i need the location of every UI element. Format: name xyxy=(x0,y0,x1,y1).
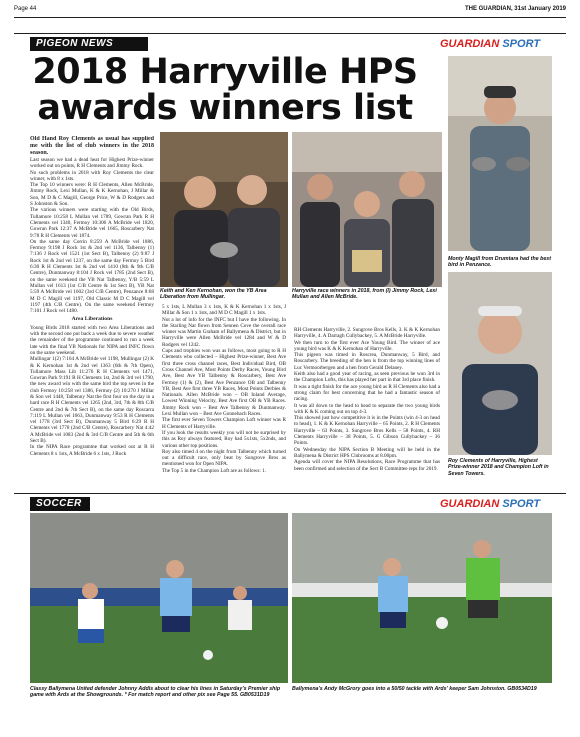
paragraph: Keith also had a good year of racing, as seen previous he won 3rd in the Champion Lofts, this has played her part in that 3rd place finish. xyxy=(294,371,440,384)
paragraph: In the NIPA Race programme that worked out at R H Clements 8 x 1sts, A McBride 6 x 1sts, J Rock xyxy=(30,444,154,457)
photo-roy-clements xyxy=(448,272,552,455)
photo-soccer-mcgrory xyxy=(292,513,552,683)
paragraph: On Wednesday the NIPA Section B Meeting will be held in the Ballymena & District HPS Clubrooms at 8.00pm. xyxy=(294,446,440,459)
paragraph: This showed just how competitive it is in the Points (win 4-3 on head to head), 1. K & K Kernohan Harryville – 65 Points, 2. R H Clements Harryville – 63 Points, 3. Sungrove Bros Kells – 58 Points, 4. RH Clements Harryville – 38 Points, 5. G Gibson Cullybackey – 36 Points. xyxy=(294,415,440,447)
article-column-2 xyxy=(162,304,286,486)
photo-caption: Monty Magill from Drumtara had the best bird in Penzance. xyxy=(448,256,552,269)
photo-soccer-addis xyxy=(30,513,288,683)
photo-race-winners xyxy=(292,132,442,287)
paragraph: The Top 10 winners were: R H Clements, Allen McBride, Jimmy Rock, Lexi Mullan, K & K Kernohan, J Millar & Son, M D & C Magill, George Price, W & D Rodgers and S Johnston & Son. xyxy=(30,182,154,208)
paragraph: The Top 5 in the Champion Loft are as follows: 1. xyxy=(162,467,266,474)
paragraph: On the same day Corrin 8:259 A McBride vel 1886, Fermoy 9:198 J Rock 1st & 2nd vel 1136, Talbenny (1) 7:136 J Rock vel 1521 (1st Sect B), Talbenny (2) 9:87 J Rock 1st & 2nd vel 1237, on the same day Fermoy 5 Bird 6:30 R H Clements 1st & 2nd vel 1410 (8th & 9th C/B Centre), Dunmanway 8:104 J Rock vel 1785 (2nd Sect B), on the same weekend the YB Nat Talbenny, Y/B 5:59 L Mullan vel 1613 (1st C/B Centre & 1st Sect B), YB Nat 5:59 A McBride vel 1602 (3rd C/B Centre), Penzance 8:68 M D C Magill vel 1197, Old Classic M D C Magill vel 1197 (4th C/B Centre). On the same weekend Fermoy 7:101 J Rock vel 1480. xyxy=(30,238,154,315)
paragraph: If you look the results weekly you will not be surprised by this as Roy always featured, Roy had 5x1sts, 5x2nds, and various other top positions. xyxy=(162,429,286,449)
paragraph: It was a tight finish for the ace young bird as R H Clements also had a strong claim for best concerning that he had a fantastic season of racing. xyxy=(294,383,440,403)
page-header xyxy=(14,6,566,16)
pigeon-news-banner: PIGEON NEWS xyxy=(30,37,148,51)
header-rule xyxy=(14,17,566,18)
photo-caption: Keith and Ken Kernohan, won the YB Area Liberation from Mullingar. xyxy=(160,288,267,301)
photo-monty-magill xyxy=(448,56,552,251)
paragraph: It was all down to the head to head to separate the two young birds with K & K coming out on top 4-3. xyxy=(294,402,440,415)
paragraph: 5 x 1sts, L Mullan 3 x 1sts, K & K Kernohan 1 x 1sts, J Millar & Son 1 x 1sts, and M D C Magill 1 x 1sts. xyxy=(162,304,286,317)
soccer-rule xyxy=(14,493,566,494)
photo-caption: Classy Ballymena United defender Johnny Addis about to clear his lines in Saturday's Premier ship game with Ards at the Showgrounds. * For match report and other pix see Page 55. GB0531D19 xyxy=(30,686,281,699)
guardian-sport-logo xyxy=(440,38,540,50)
photo-caption: Roy Clements of Harryville, Highest Prize-winner 2018 and Champion Loft in Seven Towers. xyxy=(448,458,549,477)
paragraph: Young Birds 2018 started with two Area Liberations and with the second one put back a week due to severe weather the remainder of the programme continued to run a week late with the final YB Nationals for NIPA and INFC flown on the same weekend. xyxy=(30,324,154,356)
photo-caption: Harryville race winners in 2018, from (l) Jimmy Rock, Lexi Mullan and Allen McBride. xyxy=(292,288,437,301)
article-column-3 xyxy=(294,327,440,487)
paragraph: No such problems in 2018 with Roy Clements the clear winner, with 8 x 1sts. xyxy=(30,169,154,182)
photo-kernohan xyxy=(160,132,288,287)
soccer-banner: SOCCER xyxy=(30,497,90,511)
masthead-date: THE GUARDIAN, 31st January 2019 xyxy=(464,6,566,12)
sport-logo-word-2: SPORT xyxy=(502,38,541,50)
article-subhead: Area Liberations xyxy=(71,316,113,323)
section-rule xyxy=(14,33,566,34)
article-headline: 2018 Harryville HPS awards winners list xyxy=(32,52,418,128)
paragraph: RH Clements Harryville, 2. Sungrove Bros Kells, 3. K & K Kernohan Harryville, 4. A Darragh Cullybackey, 5. A McBride Harryville. xyxy=(294,327,440,340)
paragraph: Not a lot of info for the INFC but I have the following. In the Starling Nat flown from Sennen Cove the overall race winner was Martin Graham of Ballymena & District, but in Harryville were Allen McBride vel 1284 and W & D Rodgers vel 1242. xyxy=(162,316,286,348)
sport-logo-word-1: GUARDIAN xyxy=(440,38,500,50)
photo-caption: Ballymena's Andy McGrory goes into a 50/50 tackle with Ards' keeper Sam Johnston. GB0534D19 xyxy=(292,686,537,692)
paragraph: Roy also timed 4 on the night from Talbenny which turned out a difficult race, only beat by Sungrove Bros as mentioned won for Open NIPA. xyxy=(162,448,286,468)
paragraph: Agenda will cover the NIPA Resolutions, Race Programme that has been confirmed and selection of the Sect B Committee reps for 2019. xyxy=(294,459,440,472)
guardian-sport-logo xyxy=(440,498,540,510)
paragraph: The first ever Seven Towers Champion Loft winner was R H Clements of Harryville. xyxy=(162,417,286,430)
paragraph: We then turn to the first ever Ace Young Bird. The winner of ace young bird was K & K Kernohan of Harryville. xyxy=(294,339,440,352)
article-column-1 xyxy=(30,136,154,486)
paragraph: The various winners were starting with the Old Birds, Tullamore 10:258 L Mullan vel 1789, Gowran Park R H Clements vel 1340, Fermoy 10:306 A McBride vel 1820, Gowran Park 12:37 A McBride vel 1665, Roscarbery Nat 9:78 R H Clements vel 1874. xyxy=(30,207,154,239)
sport-logo-word-1: GUARDIAN xyxy=(440,498,500,510)
paragraph: Last season we had a dead heat for Highest Prize-winner worked out on points, R H Clements and Jimmy Rock. xyxy=(30,157,154,170)
sport-logo-word-2: SPORT xyxy=(502,498,541,510)
paragraph: Cups and trophies won was as follows, most going to R H Clements who collected – Highest Prize-winner, Best Ave first three cross channel races, Best Individual Bird, OB Cross Channel Ave, Most Points Derby Races, Young Bird Ave, Best Ave YB Talbenny & Roscarbery, Best Ave Fermoy (1) & (2), Best Ave Penzance OB and Talbenny YB, Best Ave first three YB Races, Most Points Derbies & Nationals. Allen McBride won – OB Inland Average, Lowest Winning Velocity, Best Ave first OB & YB Races. Jimmy Rock won – Best Ave Talbenny & Dunmanway. Lexi Mullan won – Best Ave Gonnebach Races. xyxy=(162,348,286,418)
article-lead: Old Hand Roy Clements as usual has supplied me with the list of club winners in the 2018 season. xyxy=(30,136,154,156)
page-number: Page 44 xyxy=(14,6,37,12)
paragraph: This pigeon was timed in Roscrea, Dunmanway, 5 Bird, and Roscarbery. The breeding of the hen is from the top winning lines of Luc Vermoorbergen and a hen from Gerald Delaney. xyxy=(294,352,440,371)
paragraph: Mullingar 1(2) 7:164 A McBride vel 1198, Mullingar (2) K & K Kernohan 1st & 2nd vel 1363 (6th & 7th Open), Tullamore Mass Lib 11:276 R H Clements vel 1471, Gowran Park 9:191 R H Clements 1st, 2nd & 3rd vel 1790, the new award win with the same bird the top seven in the club Fermoy 10:258 vel 1386, Fermoy (2) 10:270 J Millar & Son vel 1448, Talbenny Nat the first four on the day in a hard race R H Clements vel 1265 (2nd, 3rd, 7th & 8th C/B Centre and 2nd & 7th Sect B), on the same day Roscarra 7:119 L Mullan vel 1663, Dunmanway 9:53 R H Clements vel 1778 (3rd Sect B), Dunmanway 5 Bird 6:29 R H Clements vel 1778 (2nd C/B Centre), Roscarbery Nat 4:42 A McBride vel 1083 (2nd & 3rd C/B Centre and 5th & 6th Sect B). xyxy=(30,356,154,445)
